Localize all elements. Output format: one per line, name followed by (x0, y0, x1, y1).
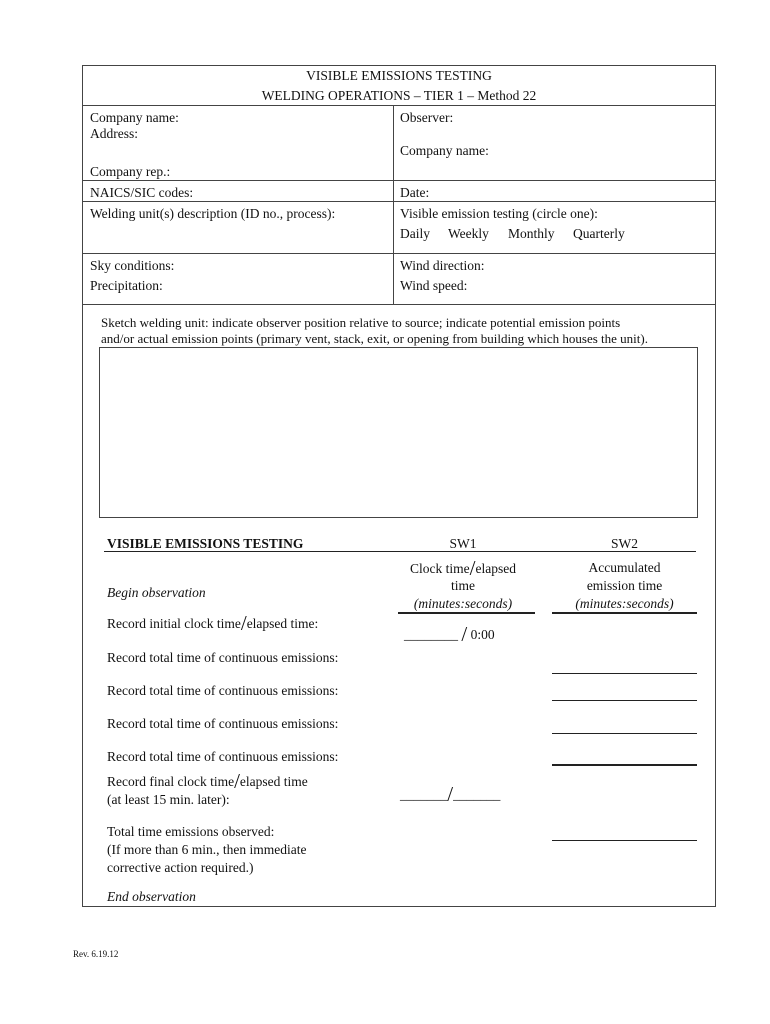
naics-label[interactable]: NAICS/SIC codes: (90, 185, 194, 200)
revision-label: Rev. 6.19.12 (73, 949, 119, 959)
divider (82, 253, 716, 254)
emission-field-4[interactable] (552, 764, 697, 766)
sketch-instructions-line2: and/or actual emission points (primary vent, stack, exit, or opening from building which houses the unit). (101, 331, 648, 346)
emission-field-1[interactable] (552, 673, 697, 674)
company-name-label[interactable]: Company name: (90, 110, 179, 125)
sketch-area[interactable] (99, 347, 698, 518)
sw2-underline (552, 612, 697, 614)
sw1-subheader-line2: time (451, 578, 475, 593)
company-rep-label[interactable]: Company rep.: (90, 164, 171, 179)
precipitation-label[interactable]: Precipitation: (90, 278, 163, 293)
observer-company-name-label[interactable]: Company name: (400, 143, 489, 158)
frequency-quarterly[interactable]: Quarterly (573, 226, 625, 241)
record-total-label: Record total time of continuous emissions: (107, 683, 339, 698)
frequency-daily[interactable]: Daily (400, 226, 430, 241)
record-total-label: Record total time of continuous emissions: (107, 650, 339, 665)
date-label[interactable]: Date: (400, 185, 430, 200)
record-initial-label: Record initial clock time/elapsed time: (107, 611, 319, 635)
emission-field-3[interactable] (552, 733, 697, 734)
form-title-line1: VISIBLE EMISSIONS TESTING (306, 68, 492, 83)
sw1-underline (398, 612, 535, 614)
total-emissions-label: Total time emissions observed: (107, 824, 275, 839)
address-label[interactable]: Address: (90, 126, 138, 141)
observer-label[interactable]: Observer: (400, 110, 454, 125)
initial-clock-field[interactable]: ________ / 0:00 (404, 622, 495, 646)
sw1-header: SW1 (449, 536, 477, 551)
end-observation: End observation (107, 889, 196, 904)
divider (82, 180, 716, 181)
total-emissions-note1: (If more than 6 min., then immediate (107, 842, 307, 857)
ve-testing-label: Visible emission testing (circle one): (400, 206, 598, 221)
record-final-note: (at least 15 min. later): (107, 792, 230, 807)
frequency-weekly[interactable]: Weekly (448, 226, 489, 241)
sw2-subheader-line2: emission time (586, 578, 663, 593)
emission-field-2[interactable] (552, 700, 697, 701)
begin-observation: Begin observation (107, 585, 206, 600)
column-divider (393, 105, 394, 304)
record-total-label: Record total time of continuous emissions: (107, 749, 339, 764)
wind-speed-label[interactable]: Wind speed: (400, 278, 468, 293)
record-total-label: Record total time of continuous emissions: (107, 716, 339, 731)
divider (82, 304, 716, 305)
sw1-subheader-line1: Clock time/elapsed (410, 556, 516, 580)
divider (82, 105, 716, 106)
frequency-monthly[interactable]: Monthly (508, 226, 555, 241)
total-emissions-field[interactable] (552, 840, 697, 841)
record-final-label: Record final clock time/elapsed time (107, 769, 308, 793)
final-clock-field[interactable]: _______/_______ (400, 782, 501, 806)
wind-direction-label[interactable]: Wind direction: (400, 258, 485, 273)
sw2-subheader-line3: (minutes:seconds) (575, 596, 674, 611)
divider (82, 201, 716, 202)
welding-unit-label[interactable]: Welding unit(s) description (ID no., process): (90, 206, 336, 221)
table-heading: VISIBLE EMISSIONS TESTING (107, 536, 304, 551)
sketch-instructions-line1: Sketch welding unit: indicate observer position relative to source; indicate potential emission points (101, 315, 621, 330)
sw2-subheader-line1: Accumulated (588, 560, 661, 575)
sw2-header: SW2 (611, 536, 638, 551)
sw1-subheader-line3: (minutes:seconds) (413, 596, 513, 611)
sky-conditions-label[interactable]: Sky conditions: (90, 258, 175, 273)
form-title-line2: WELDING OPERATIONS – TIER 1 – Method 22 (261, 88, 537, 103)
total-emissions-note2: corrective action required.) (107, 860, 254, 875)
